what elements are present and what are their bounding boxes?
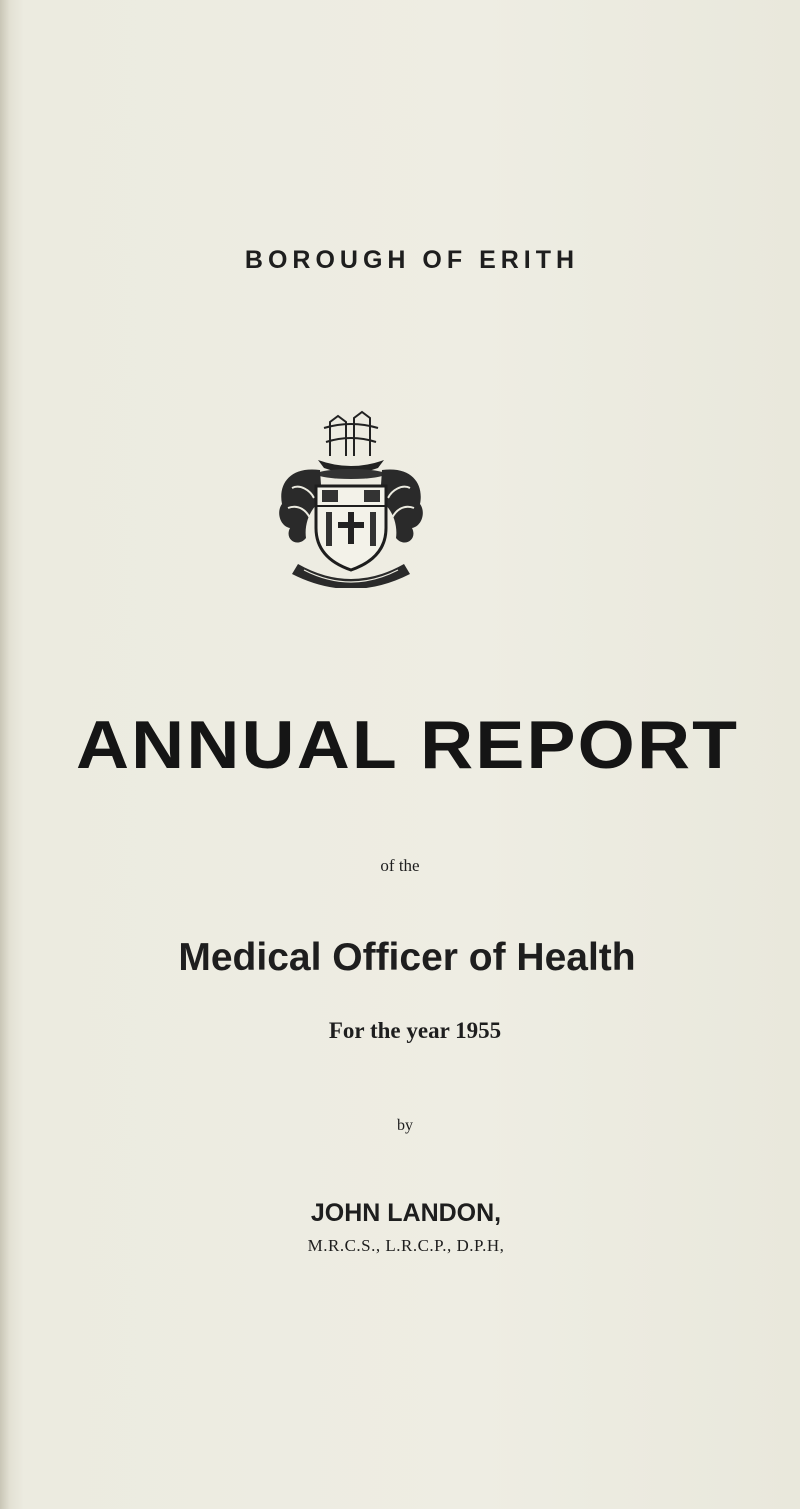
author-name: JOHN LANDON,: [310, 1199, 502, 1227]
author-qualifications: M.R.C.S., L.R.C.P., D.P.H,: [307, 1236, 505, 1255]
report-year: For the year 1955: [328, 1018, 502, 1043]
of-the-text: of the: [380, 856, 420, 875]
officer-title: Medical Officer of Health: [178, 936, 636, 979]
by-text: by: [397, 1117, 413, 1134]
report-title: ANNUAL REPORT: [75, 707, 740, 783]
coat-of-arms-emblem: [270, 408, 432, 588]
borough-name: BOROUGH OF ERITH: [244, 246, 580, 274]
